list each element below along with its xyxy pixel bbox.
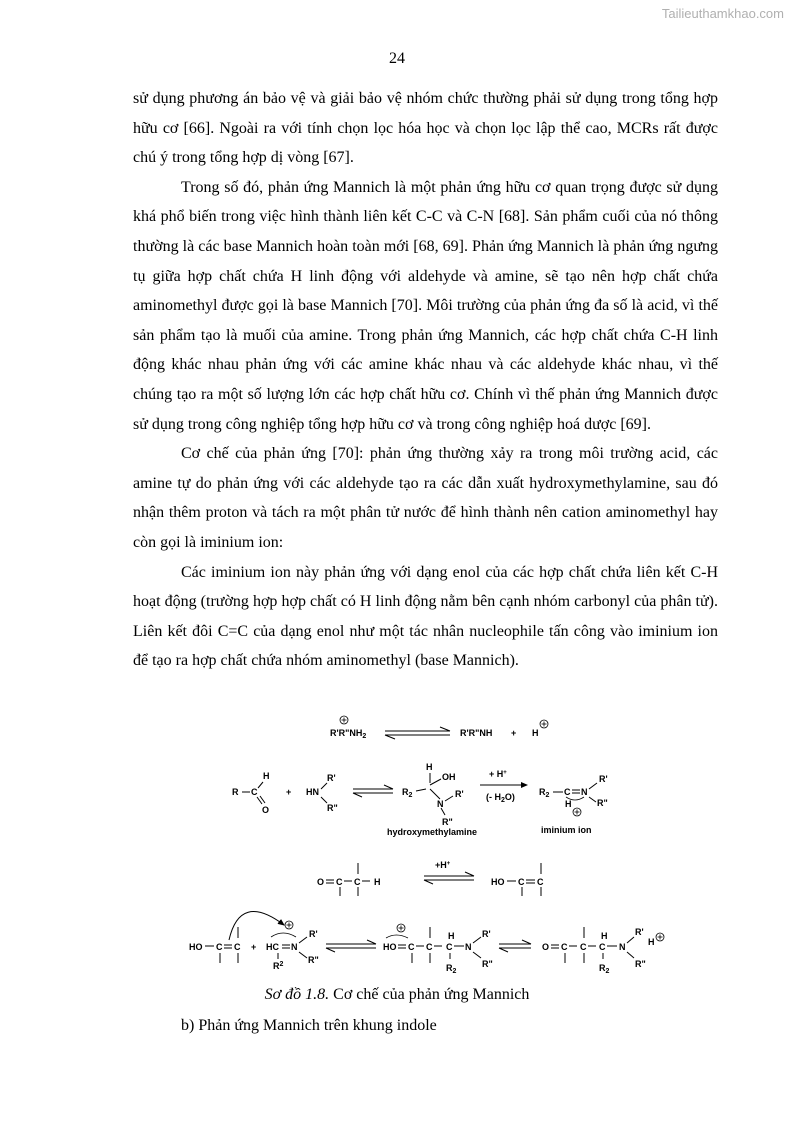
svg-text:HO: HO xyxy=(189,942,203,952)
svg-text:N: N xyxy=(581,787,588,797)
proton-condition: + H+ xyxy=(489,769,507,779)
svg-text:R': R' xyxy=(482,929,491,939)
svg-text:H: H xyxy=(648,937,655,947)
svg-text:R2: $R_2$ xyxy=(539,787,550,799)
svg-text:C: C xyxy=(354,877,361,887)
svg-text:R'R"NH: R'R"NH xyxy=(460,728,493,738)
svg-text:R': R' xyxy=(327,773,336,783)
svg-text:H: H xyxy=(565,799,572,809)
paragraph-2: Trong số đó, phản ứng Mannich là một phản ứng hữu cơ quan trọng được sử dụng khá phổ biến trong việc hình thành liên kết C-C và C-N [68]. Sản phẩm cuối của nó thông thường là các base Mannich hoàn toàn mới [68, 69]. Phản ứng Mannich là phản ứng ngưng tụ giữa hợp chất chứa H linh động với aldehyde và amine, sẽ tạo nên hợp chất chứa aminomethyl được gọi là base Mannich [70]. Môi trường của phản ứng đa số là acid, vì thế sản phẩm tạo là muối của amine. Trong phản ứng Mannich, các hợp chất chứa C-H linh động khác nhau phản ứng với các amine khác nhau và các aldehyde khác nhau, vì thế chúng tạo ra một số lượng lớn các hợp chất hữu cơ. Chính vì thế phản ứng Mannich được sử dụng trong công nghiệp tổng hợp hữu cơ và trong công nghiệp hoá dược [69]. xyxy=(133,178,718,433)
paragraph-1: sử dụng phương án bảo vệ và giải bảo vệ nhóm chức thường phải sử dụng trong tổng hợp hữu cơ [66]. Ngoài ra với tính chọn lọc hóa học và chọn lọc lập thể cao, MCRs rất được chú ý trong tổng hợp dị vòng [67]. xyxy=(133,90,718,167)
scheme-row-amine-equilibrium xyxy=(330,716,548,740)
svg-text:R': R' xyxy=(309,929,318,939)
svg-text:C: C xyxy=(446,942,453,952)
svg-text:+: + xyxy=(511,728,517,738)
scheme-row-mannich-base xyxy=(189,912,664,975)
paragraph-3: Cơ chế của phản ứng [70]: phản ứng thường xảy ra trong môi trường acid, các amine tự do phản ứng với các aldehyde tạo ra các dẫn xuất hydroxymethylamine, sau đó nhận thêm proton và tách ra một phân tử nước để hình thành nên cation aminomethyl hay còn gọi là iminium ion: xyxy=(133,445,718,551)
water-loss-condition: (- $H_2O$) xyxy=(486,792,515,804)
svg-text:+: + xyxy=(286,787,292,797)
reaction-scheme xyxy=(0,705,794,985)
svg-text:C: C xyxy=(564,787,571,797)
svg-text:R": R" xyxy=(327,803,338,813)
iminium-label: iminium ion xyxy=(541,825,592,835)
svg-text:R": R" xyxy=(308,955,319,965)
svg-text:OH: OH xyxy=(442,772,456,782)
svg-text:N: N xyxy=(437,799,444,809)
svg-text:H: H xyxy=(448,931,455,941)
body-text xyxy=(133,84,718,676)
hydroxymethylamine-label: hydroxymethylamine xyxy=(387,827,478,837)
caption-text: Cơ chế của phản ứng Mannich xyxy=(329,986,530,1003)
svg-text:H: H xyxy=(532,728,539,738)
svg-text:C: C xyxy=(518,877,525,887)
svg-text:H: H xyxy=(426,762,433,772)
page-number: 24 xyxy=(389,50,405,67)
svg-text:C: C xyxy=(537,877,544,887)
svg-text:C: C xyxy=(216,942,223,952)
svg-text:H: H xyxy=(263,771,270,781)
svg-text:O: O xyxy=(262,805,270,815)
svg-text:R": R" xyxy=(442,817,453,827)
svg-text:N: N xyxy=(291,942,298,952)
svg-text:C: C xyxy=(599,942,606,952)
svg-text:HO: HO xyxy=(383,942,397,952)
svg-text:C: C xyxy=(234,942,241,952)
svg-text:R2: $R_2$ xyxy=(402,787,413,799)
svg-text:HO: HO xyxy=(491,877,505,887)
svg-text:C: C xyxy=(426,942,433,952)
scheme-row-keto-enol xyxy=(317,860,544,896)
svg-text:HN: HN xyxy=(306,787,319,797)
scheme-row-iminium-formation xyxy=(232,762,608,837)
svg-text:H: H xyxy=(374,877,381,887)
svg-text:R2: $R_2$ xyxy=(446,963,457,975)
svg-text:R'R"NH2: $R'R"NH_2$ xyxy=(330,728,367,740)
svg-text:HC: HC xyxy=(266,942,279,952)
acid-condition: +H+ xyxy=(435,860,451,870)
figure-caption xyxy=(0,986,794,1004)
svg-text:R: R xyxy=(232,787,239,797)
caption-label: Sơ đồ 1.8. xyxy=(264,986,330,1003)
svg-text:R2: $R_2$ xyxy=(599,963,610,975)
svg-text:R": R" xyxy=(635,959,646,969)
svg-text:R': R' xyxy=(455,789,464,799)
svg-text:N: N xyxy=(465,942,472,952)
svg-text:C: C xyxy=(408,942,415,952)
reaction-scheme-drawing xyxy=(0,705,794,985)
section-subheading: b) Phản ứng Mannich trên khung indole xyxy=(181,1017,437,1034)
svg-text:C: C xyxy=(561,942,568,952)
svg-text:H: H xyxy=(601,931,608,941)
svg-text:C: C xyxy=(336,877,343,887)
svg-text:R": R" xyxy=(597,798,608,808)
svg-text:R": R" xyxy=(482,959,493,969)
svg-text:+: + xyxy=(251,942,257,952)
svg-text:C: C xyxy=(580,942,587,952)
paragraph-4: Các iminium ion này phản ứng với dạng enol của các hợp chất chứa liên kết C-H hoạt động (trường hợp hợp chất có H linh động nằm bên cạnh nhóm carbonyl của phân tử). Liên kết đôi C=C của dạng enol như một tác nhân nucleophile tấn công vào iminium ion để tạo ra hợp chất chứa nhóm aminomethyl (base Mannich). xyxy=(133,563,718,670)
svg-text:N: N xyxy=(619,942,626,952)
svg-text:O: O xyxy=(542,942,550,952)
svg-text:C: C xyxy=(251,787,258,797)
watermark: Tailieuthamkhao.com xyxy=(661,6,784,21)
svg-text:R': R' xyxy=(635,927,644,937)
svg-text:O: O xyxy=(317,877,325,887)
svg-text:R': R' xyxy=(599,774,608,784)
svg-text:R2: $R^2$ xyxy=(273,961,284,971)
